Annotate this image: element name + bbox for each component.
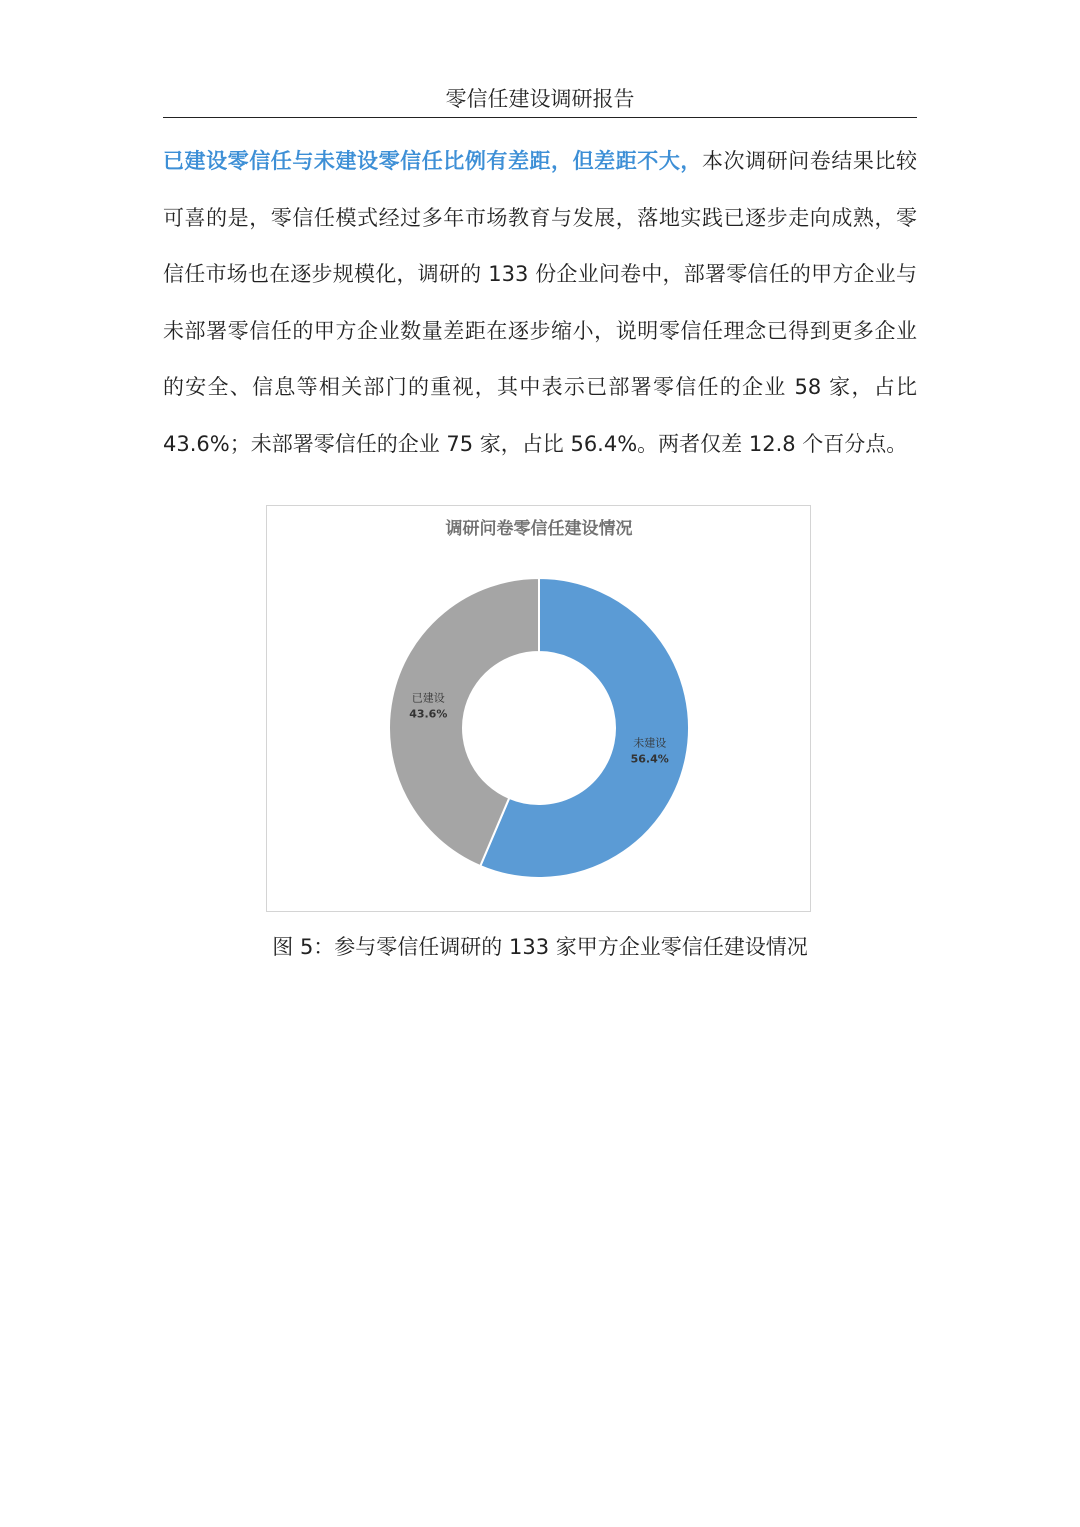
slice-value-label: 43.6% [409,707,448,721]
header-title: 零信任建设调研报告 [445,87,635,111]
figure-caption [163,930,917,964]
body-paragraph [163,133,917,473]
paragraph-text: 本次调研问卷结果比较可喜的是，零信任模式经过多年市场教育与发展，落地实践已逐步走向成熟，零信任市场也在逐步规模化，调研的 133 份企业问卷中，部署零信任的甲方企业与未部署零信任的甲方企业数量差距在逐步缩小，说明零信任理念已得到更多企业的安全、信息等相关部门的重视，其中表示已部署零信任的企业 58 家，占比 43.6%；未部署零信任的企业 75 家，占比 56.4%。两者仅差 12.8 个百分点。 [163,149,917,456]
chart-title: 调研问卷零信任建设情况 [445,519,633,539]
slice-name-label: 已建设 [411,691,445,705]
slice-value-label: 56.4% [630,752,669,766]
donut-chart [266,505,811,912]
chart-slices [389,578,689,878]
slice-name-label: 未建设 [633,736,667,750]
chart-canvas [267,506,812,913]
figure-caption-text: 图 5：参与零信任调研的 133 家甲方企业零信任建设情况 [272,935,808,959]
running-header [163,84,917,118]
paragraph-highlight: 已建设零信任与未建设零信任比例有差距，但差距不大， [163,149,702,173]
